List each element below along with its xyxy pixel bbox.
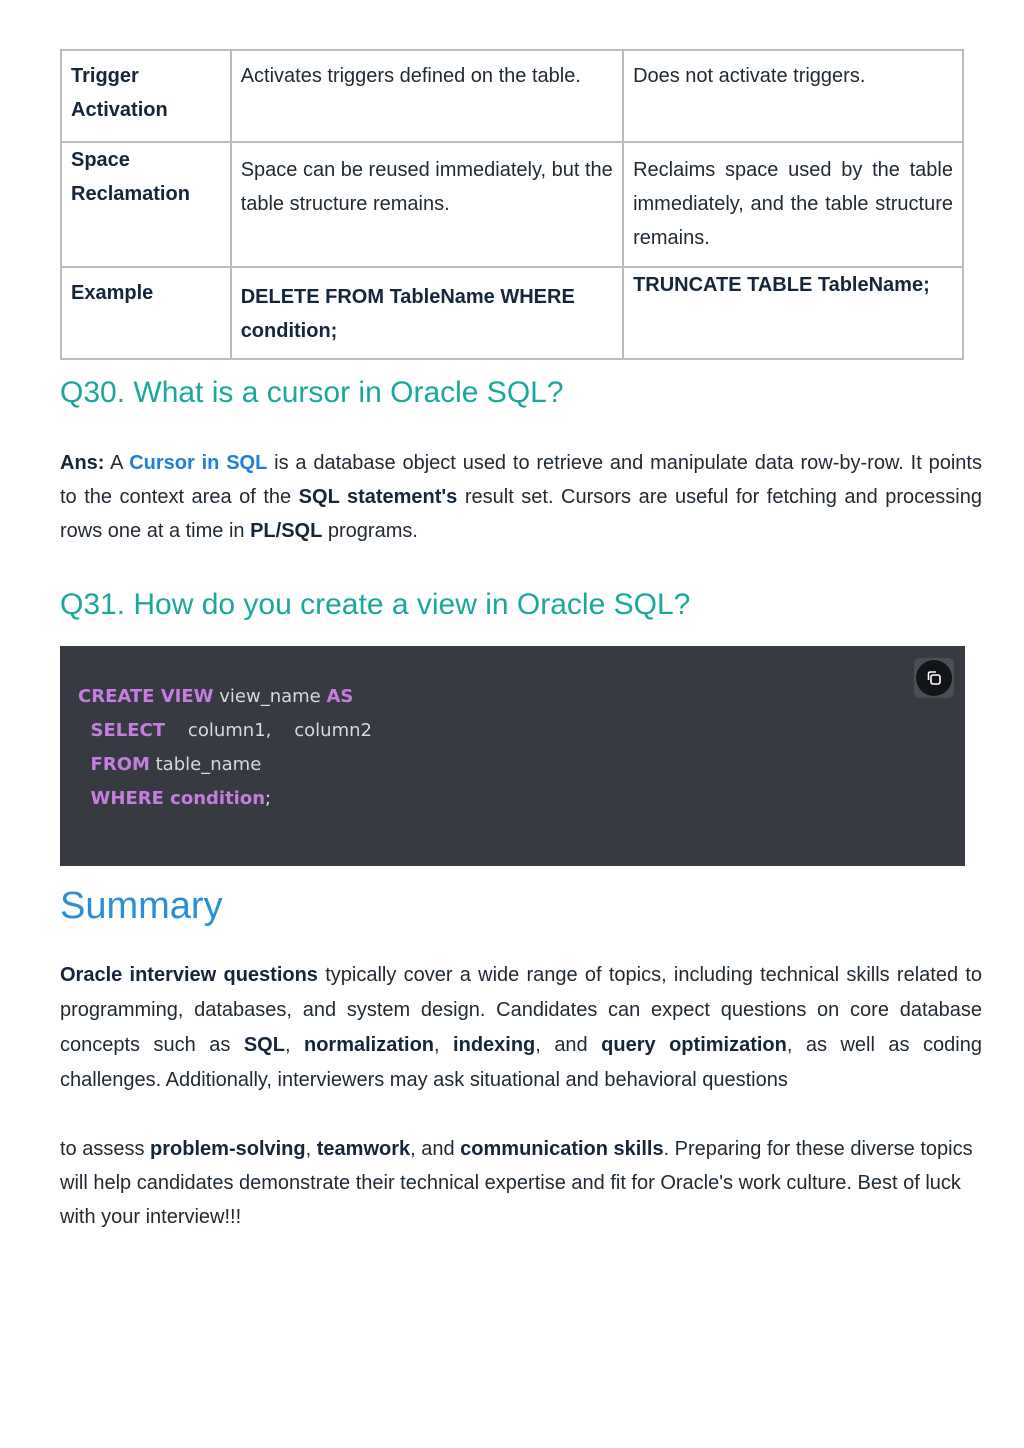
- copy-icon[interactable]: [916, 660, 952, 696]
- text: typically cover a wide range of topics, including technical skills related to programming, databases, and system design. Candidates can expect questions on core database concepts such as: [60, 964, 983, 1056]
- bold-term: normalization: [304, 1034, 435, 1056]
- bold-term: Oracle interview questions: [60, 964, 318, 986]
- truncate-cell: TRUNCATE TABLE TableName;: [623, 267, 963, 359]
- text: ,: [284, 1034, 304, 1056]
- summary-heading: Summary: [60, 885, 223, 927]
- answer-paragraph: [60, 446, 982, 548]
- code-line: [78, 782, 372, 816]
- summary-paragraph: [60, 958, 982, 1098]
- delete-cell: Space can be reused immediately, but the table structure remains.: [231, 142, 623, 267]
- code-text: column1, column2: [165, 720, 372, 741]
- text: to assess: [60, 1138, 151, 1160]
- code-text: ;: [265, 788, 272, 809]
- text: is a database object used to retrieve and manipulate data row-by-row. It points to the context area of the: [60, 452, 982, 508]
- answer-label: Ans:: [60, 452, 105, 474]
- text: , and: [535, 1034, 602, 1056]
- text: , and: [410, 1138, 461, 1160]
- bold-term: teamwork: [316, 1138, 411, 1160]
- bold-term: query optimization: [601, 1034, 787, 1056]
- bold-term: PL/SQL: [250, 520, 323, 542]
- bold-term: SQL statement's: [298, 486, 458, 508]
- text: ,: [434, 1034, 454, 1056]
- row-label: Space Reclamation: [61, 142, 231, 267]
- bold-term: indexing: [453, 1034, 536, 1056]
- table-row: [61, 50, 963, 142]
- comparison-table: [60, 49, 964, 360]
- code-lines: [78, 680, 372, 816]
- truncate-cell: Reclaims space used by the table immediately, and the table structure remains.: [623, 142, 963, 267]
- code-keyword: WHERE condition: [78, 788, 266, 809]
- text: , as well as coding challenges. Additionally, interviewers may ask situational and behavioral questions: [60, 1034, 982, 1091]
- bold-term: communication skills: [460, 1138, 664, 1160]
- text: . Preparing for these diverse topics will help candidates demonstrate their technical expertise and fit for Oracle's work culture. Best of luck with your interview!!!: [60, 1138, 973, 1228]
- code-text: table_name: [149, 754, 262, 775]
- code-block: [60, 646, 965, 866]
- text: programs.: [322, 520, 418, 542]
- bold-term: problem-solving: [150, 1138, 306, 1160]
- table-row: [61, 267, 963, 359]
- text: result set. Cursors are useful for fetching and processing rows one at a time in: [60, 486, 982, 542]
- delete-cell: DELETE FROM TableName WHERE condition;: [231, 267, 623, 359]
- code-keyword: SELECT: [78, 720, 166, 741]
- cursor-link[interactable]: Cursor in SQL: [129, 452, 268, 474]
- code-line: [78, 680, 372, 714]
- code-keyword: CREATE VIEW: [78, 686, 214, 707]
- summary-paragraph: [60, 1132, 982, 1234]
- text: ,: [305, 1138, 317, 1160]
- code-keyword: AS: [326, 686, 354, 707]
- code-line: [78, 714, 372, 748]
- question-heading: Q30. What is a cursor in Oracle SQL?: [60, 376, 564, 409]
- delete-cell: Activates triggers defined on the table.: [231, 50, 623, 142]
- question-heading: Q31. How do you create a view in Oracle SQL?: [60, 588, 691, 621]
- copy-button[interactable]: [914, 658, 954, 698]
- bold-term: SQL: [243, 1034, 285, 1056]
- code-text: view_name: [213, 686, 327, 707]
- text: A: [104, 452, 130, 474]
- table-row: [61, 142, 963, 267]
- row-label: Example: [61, 267, 231, 359]
- code-keyword: FROM: [78, 754, 150, 775]
- truncate-cell: Does not activate triggers.: [623, 50, 963, 142]
- row-label: Trigger Activation: [61, 50, 231, 142]
- code-line: [78, 748, 372, 782]
